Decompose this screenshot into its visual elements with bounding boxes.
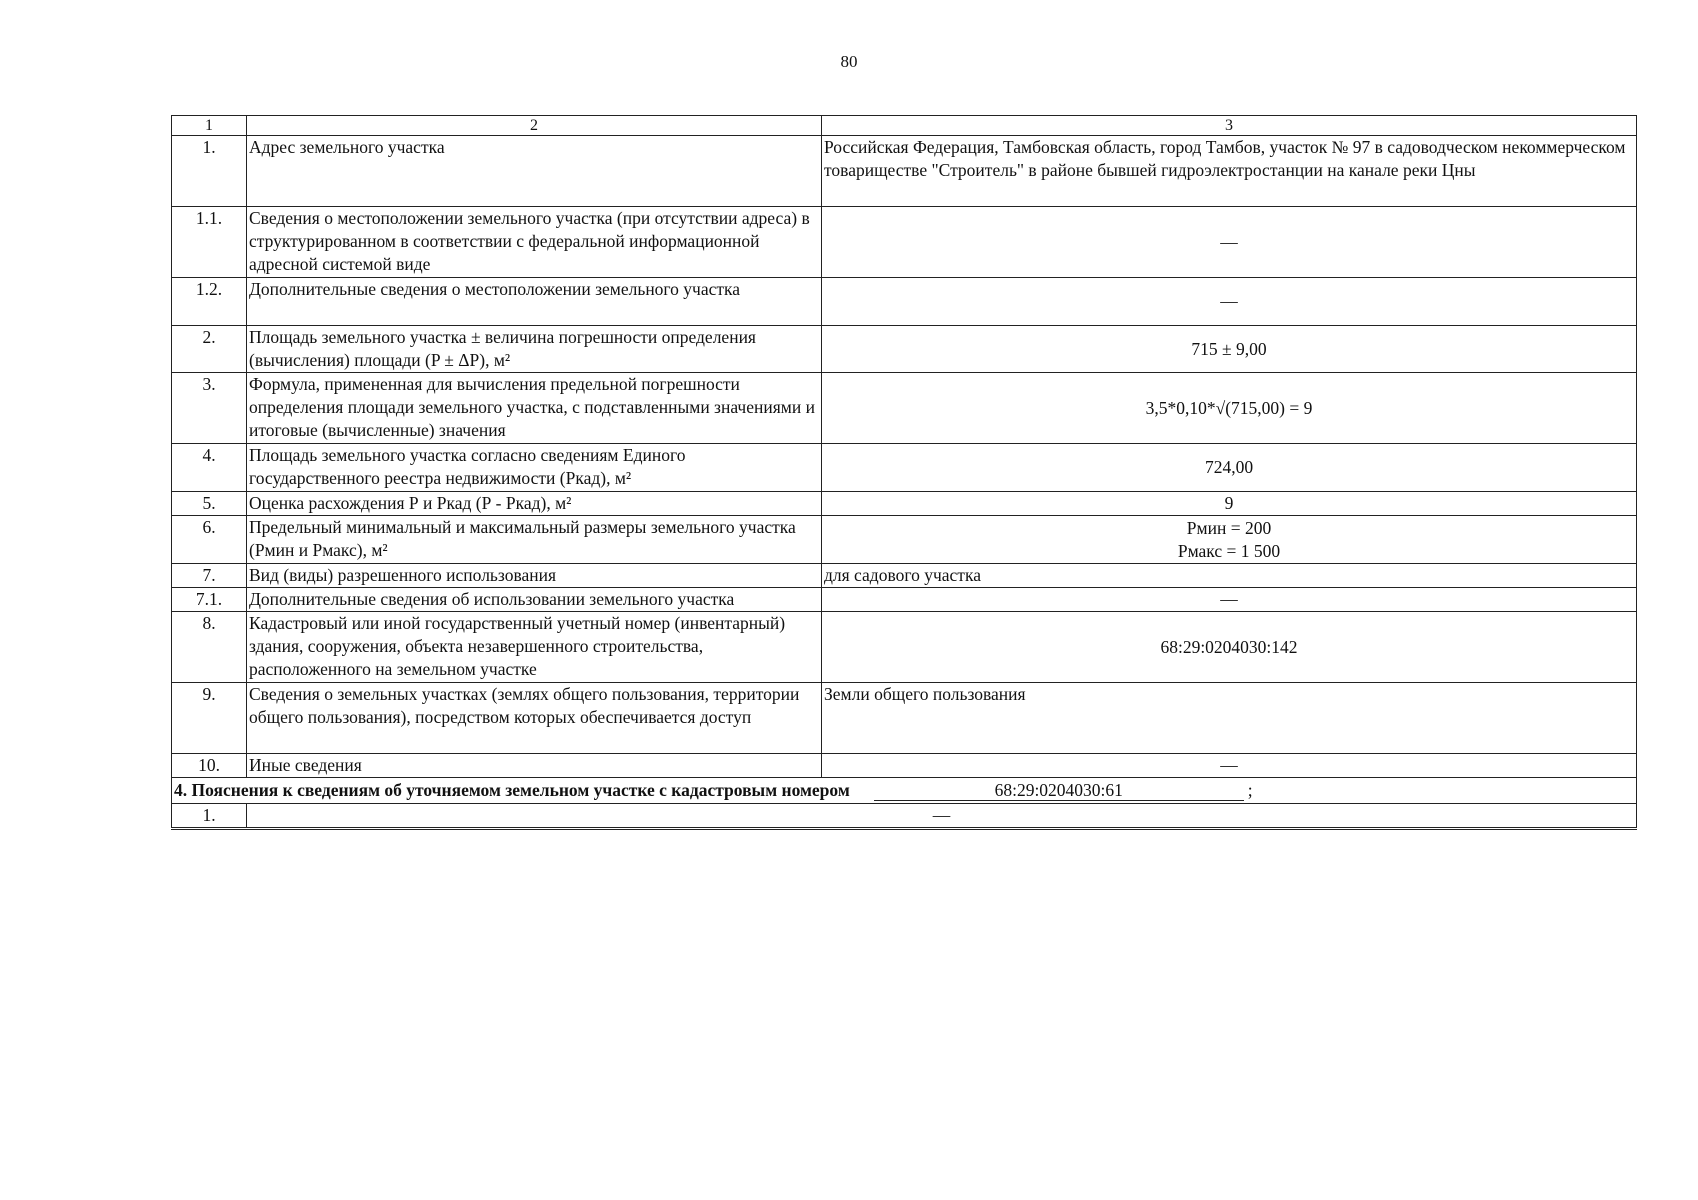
row-number: 7. [172, 564, 247, 588]
section-4-title: 4. Пояснения к сведениям об уточняемом земельном участке с кадастровым номером [174, 780, 850, 800]
table-row [172, 444, 1637, 492]
table-row [172, 804, 1637, 829]
row-value: для садового участка [822, 564, 1637, 588]
row-label: Адрес земельного участка [247, 136, 822, 207]
row-number: 10. [172, 754, 247, 778]
row-label: Сведения о земельных участках (землях общего пользования, территории общего пользования), посредством которых обеспечивается доступ [247, 683, 822, 754]
row-value: 3,5*0,10*√(715,00) = 9 [822, 373, 1637, 444]
row-value: 68:29:0204030:142 [822, 612, 1637, 683]
table-row [172, 207, 1637, 278]
row-number: 1.2. [172, 278, 247, 326]
max-size-value: Рмакс = 1 500 [1177, 540, 1281, 561]
row-label: Оценка расхождения Р и Ркад (Р - Ркад), м² [247, 492, 822, 516]
row-value: Российская Федерация, Тамбовская область, город Тамбов, участок № 97 в садоводческом некоммерческом товариществе "Строитель" в районе бывшей гидроэлектростанции на канале реки Цны [822, 136, 1637, 207]
row-label: Формула, примененная для вычисления предельной погрешности определения площади земельного участка, с подставленными значениями и итоговые (вычисленные) значения [247, 373, 822, 444]
row-number: 8. [172, 612, 247, 683]
row-number: 1. [172, 136, 247, 207]
row-number: 6. [172, 516, 247, 564]
row-value: 715 ± 9,00 [822, 326, 1637, 373]
row-value [822, 516, 1637, 564]
row-number: 3. [172, 373, 247, 444]
row-label: Площадь земельного участка ± величина погрешности определения (вычисления) площади (P ± ΔP), м² [247, 326, 822, 373]
row-number: 5. [172, 492, 247, 516]
row-label: Кадастровый или иной государственный учетный номер (инвентарный) здания, сооружения, объекта незавершенного строительства, расположенного на земельном участке [247, 612, 822, 683]
row-value: — [822, 278, 1637, 326]
land-plot-info-table [171, 115, 1637, 830]
table-row [172, 588, 1637, 612]
row-label: Дополнительные сведения о местоположении земельного участка [247, 278, 822, 326]
table-row [172, 754, 1637, 778]
row-value: — [822, 588, 1637, 612]
row-label: Иные сведения [247, 754, 822, 778]
section-4-heading-row [172, 778, 1637, 804]
row-label: Площадь земельного участка согласно сведениям Единого государственного реестра недвижимости (Ркад), м² [247, 444, 822, 492]
row-number: 1.1. [172, 207, 247, 278]
table-row [172, 278, 1637, 326]
table-row [172, 564, 1637, 588]
row-number: 1. [172, 804, 247, 829]
min-size-value: Рмин = 200 [1186, 517, 1272, 538]
row-value: — [247, 804, 1637, 829]
page-number: 80 [840, 52, 858, 71]
section-4-cadastral-number: 68:29:0204030:61 [874, 780, 1244, 801]
row-value: 724,00 [822, 444, 1637, 492]
row-label: Дополнительные сведения об использовании земельного участка [247, 588, 822, 612]
column-number-3: 3 [822, 116, 1637, 136]
row-value: Земли общего пользования [822, 683, 1637, 754]
row-number: 7.1. [172, 588, 247, 612]
table-row [172, 492, 1637, 516]
table-row [172, 136, 1637, 207]
table-row [172, 683, 1637, 754]
section-4-heading [172, 778, 1637, 804]
table-header-row [172, 116, 1637, 136]
row-label: Предельный минимальный и максимальный размеры земельного участка (Рмин и Рмакс), м² [247, 516, 822, 564]
row-value: — [822, 207, 1637, 278]
row-number: 4. [172, 444, 247, 492]
row-value: 9 [822, 492, 1637, 516]
row-value: — [822, 754, 1637, 778]
row-number: 2. [172, 326, 247, 373]
section-4-separator: ; [1247, 780, 1253, 800]
row-number: 9. [172, 683, 247, 754]
table-row [172, 373, 1637, 444]
table-row [172, 326, 1637, 373]
row-label: Сведения о местоположении земельного участка (при отсутствии адреса) в структурированном в соответствии с федеральной информационной адресной системой виде [247, 207, 822, 278]
column-number-2: 2 [247, 116, 822, 136]
table-row [172, 612, 1637, 683]
column-number-1: 1 [172, 116, 247, 136]
row-label: Вид (виды) разрешенного использования [247, 564, 822, 588]
table-row [172, 516, 1637, 564]
